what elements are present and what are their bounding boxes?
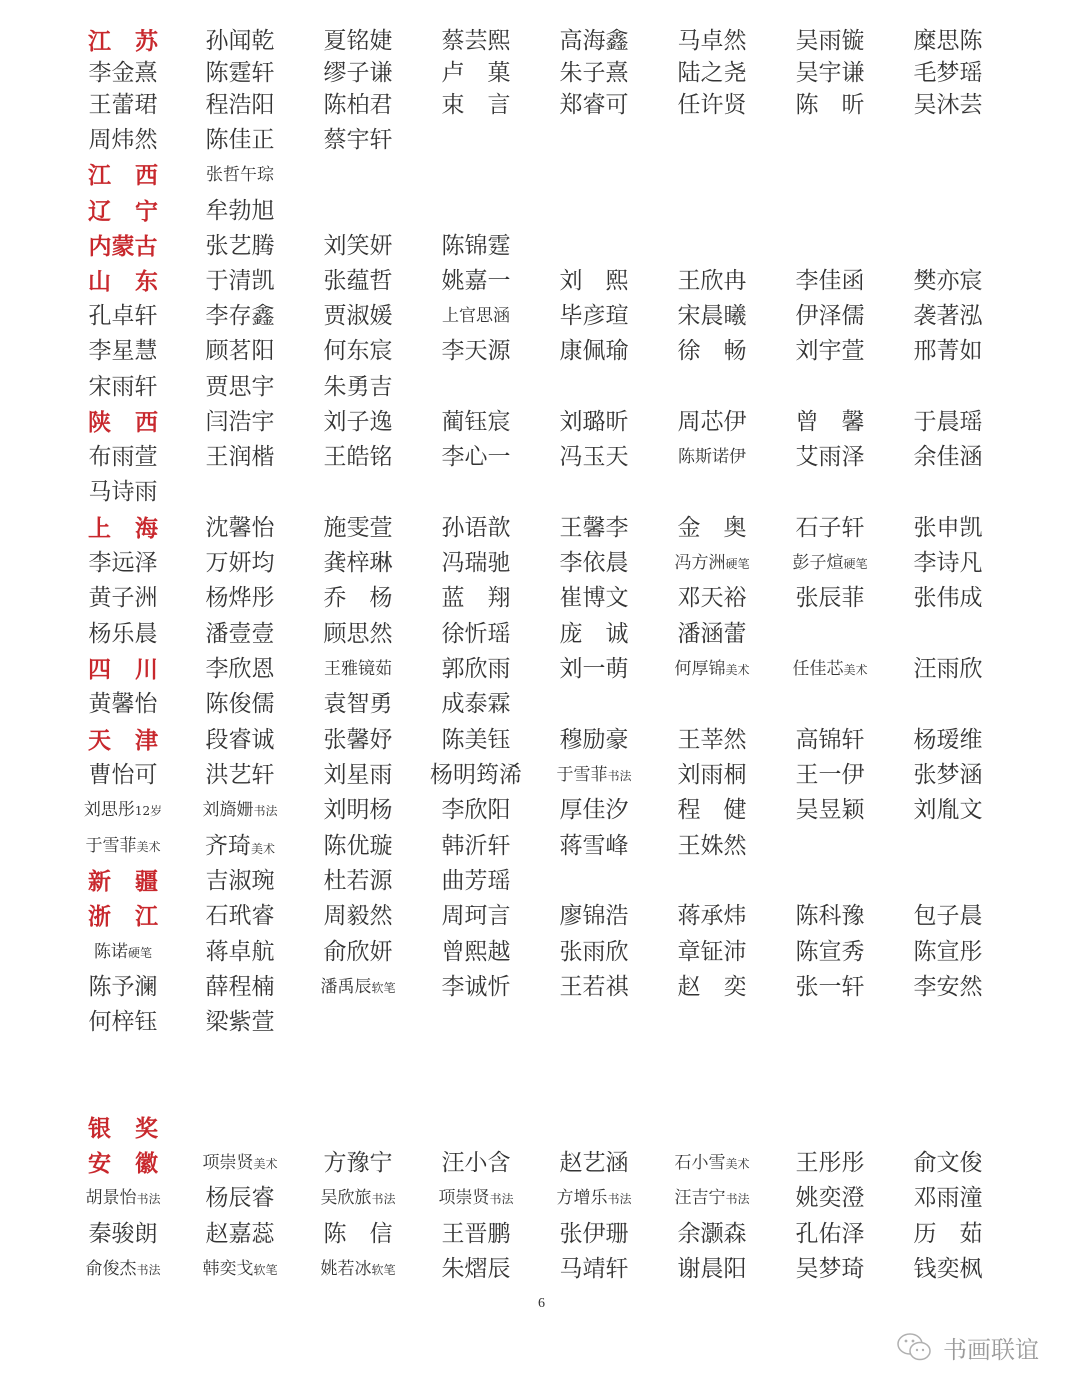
award-name: 项崇贤美术 bbox=[202, 1153, 278, 1173]
award-name: 刘旖姗书法 bbox=[202, 800, 278, 820]
award-name: 上官思涵 bbox=[442, 306, 510, 326]
award-name: 张申凯 bbox=[913, 515, 983, 541]
name-row bbox=[0, 652, 1080, 687]
award-name: 陈霆轩 bbox=[205, 60, 275, 86]
award-name: 任佳芯美术 bbox=[792, 659, 868, 679]
award-name: 张雨欣 bbox=[559, 939, 629, 965]
award-name: 王莘然 bbox=[677, 727, 747, 753]
award-name: 王蕾珺 bbox=[88, 92, 158, 118]
award-name: 杨烨彤 bbox=[205, 585, 275, 611]
award-name: 庞 诚 bbox=[559, 621, 629, 647]
award-name: 陈 信 bbox=[323, 1221, 393, 1247]
award-name: 余佳涵 bbox=[913, 444, 983, 470]
award-name: 陈 昕 bbox=[795, 92, 865, 118]
award-name: 韩奕戈软笔 bbox=[202, 1259, 278, 1279]
award-name: 王润楷 bbox=[205, 444, 275, 470]
name-row bbox=[0, 1252, 1080, 1287]
award-name: 周珂言 bbox=[441, 903, 511, 929]
award-name: 贾思宇 bbox=[205, 374, 275, 400]
award-name: 卢 菓 bbox=[441, 60, 511, 86]
award-name: 李安然 bbox=[913, 974, 983, 1000]
award-name: 郑睿可 bbox=[559, 92, 629, 118]
name-row bbox=[0, 123, 1080, 158]
award-name: 章钲沛 bbox=[677, 939, 747, 965]
award-name: 曾熙越 bbox=[441, 939, 511, 965]
category-tag: 美术 bbox=[843, 663, 868, 677]
award-name: 汪雨欣 bbox=[913, 656, 983, 682]
watermark-text: 书画联谊 bbox=[943, 1336, 1039, 1364]
category-tag: 美术 bbox=[250, 842, 275, 856]
award-name: 吴宇谦 bbox=[795, 60, 865, 86]
award-name: 束 言 bbox=[441, 92, 511, 118]
award-name: 陆之尧 bbox=[677, 60, 747, 86]
category-tag: 书法 bbox=[253, 804, 278, 818]
province-label: 江 西 bbox=[88, 162, 158, 189]
name-row bbox=[0, 334, 1080, 369]
award-name: 徐 畅 bbox=[677, 338, 747, 364]
award-name: 孔佑泽 bbox=[795, 1221, 865, 1247]
award-name: 李天源 bbox=[441, 338, 511, 364]
award-name: 石小雪美术 bbox=[674, 1153, 750, 1173]
name-row bbox=[0, 1146, 1080, 1181]
award-name: 万妍均 bbox=[205, 550, 275, 576]
award-name: 冯玉天 bbox=[559, 444, 629, 470]
name-row bbox=[0, 158, 1080, 193]
award-name: 任许贤 bbox=[677, 92, 747, 118]
name-row bbox=[0, 229, 1080, 264]
name-row bbox=[0, 829, 1080, 864]
award-name: 穆励豪 bbox=[559, 727, 629, 753]
province-label: 浙 江 bbox=[88, 903, 158, 930]
award-name: 厚佳汐 bbox=[559, 797, 629, 823]
award-name: 何厚锦美术 bbox=[674, 659, 750, 679]
award-name: 张伟成 bbox=[913, 585, 983, 611]
award-name: 齐琦美术 bbox=[204, 833, 275, 859]
award-name: 胡景怡书法 bbox=[85, 1188, 161, 1208]
award-name: 李远泽 bbox=[88, 550, 158, 576]
wechat-icon bbox=[895, 1331, 935, 1365]
award-name: 秦骏朗 bbox=[88, 1221, 158, 1247]
award-name: 蒋卓航 bbox=[205, 939, 275, 965]
category-tag: 12岁 bbox=[134, 804, 163, 818]
award-name: 康佩瑜 bbox=[559, 338, 629, 364]
award-name: 贾淑媛 bbox=[323, 303, 393, 329]
award-name: 吉淑琬 bbox=[205, 868, 275, 894]
award-name: 刘子逸 bbox=[323, 409, 393, 435]
award-name: 郭欣雨 bbox=[441, 656, 511, 682]
award-name: 黄子洲 bbox=[88, 585, 158, 611]
award-name: 高锦轩 bbox=[795, 727, 865, 753]
award-name: 刘明杨 bbox=[323, 797, 393, 823]
province-label: 上 海 bbox=[88, 515, 158, 542]
award-name: 余灏森 bbox=[677, 1221, 747, 1247]
name-row bbox=[0, 864, 1080, 899]
award-name: 姚若冰软笔 bbox=[320, 1259, 396, 1279]
award-name: 刘星雨 bbox=[323, 762, 393, 788]
award-name: 陈斯诺伊 bbox=[678, 447, 746, 467]
award-name: 蒋承炜 bbox=[677, 903, 747, 929]
award-name: 王晋鹏 bbox=[441, 1221, 511, 1247]
award-name: 马靖轩 bbox=[559, 1256, 629, 1282]
award-name: 姚嘉一 bbox=[441, 268, 511, 294]
award-name: 龚梓琳 bbox=[323, 550, 393, 576]
name-row bbox=[0, 299, 1080, 334]
category-tag: 书法 bbox=[136, 1192, 161, 1206]
province-label: 江 苏 bbox=[88, 28, 158, 55]
award-name: 牟勃旭 bbox=[205, 198, 275, 224]
award-name: 李欣阳 bbox=[441, 797, 511, 823]
province-label: 陕 西 bbox=[88, 409, 158, 436]
award-name: 薛程楠 bbox=[205, 974, 275, 1000]
award-name: 王姝然 bbox=[677, 833, 747, 859]
award-name: 蓝 翔 bbox=[441, 585, 511, 611]
award-name: 方豫宁 bbox=[323, 1150, 393, 1176]
award-name: 马诗雨 bbox=[88, 479, 158, 505]
name-row bbox=[0, 56, 1080, 91]
award-name: 方增乐书法 bbox=[556, 1188, 632, 1208]
name-row bbox=[0, 24, 1080, 59]
award-name: 洪艺轩 bbox=[205, 762, 275, 788]
award-name: 吴昱颖 bbox=[795, 797, 865, 823]
award-name: 潘壹壹 bbox=[205, 621, 275, 647]
award-name: 刘一萌 bbox=[559, 656, 629, 682]
award-name: 周芯伊 bbox=[677, 409, 747, 435]
award-name: 刘笑妍 bbox=[323, 233, 393, 259]
award-name: 石子轩 bbox=[795, 515, 865, 541]
award-name: 布雨萱 bbox=[88, 444, 158, 470]
award-name: 黄馨怡 bbox=[88, 691, 158, 717]
name-row bbox=[0, 440, 1080, 475]
province-label: 辽 宁 bbox=[88, 198, 158, 225]
award-name: 何东宸 bbox=[323, 338, 393, 364]
award-name: 李心一 bbox=[441, 444, 511, 470]
award-name: 吴梦琦 bbox=[795, 1256, 865, 1282]
award-name: 邓雨潼 bbox=[913, 1185, 983, 1211]
category-tag: 书法 bbox=[489, 1192, 514, 1206]
award-name: 李欣恩 bbox=[205, 656, 275, 682]
award-name: 蔡芸熙 bbox=[441, 28, 511, 54]
award-name: 冯瑞驰 bbox=[441, 550, 511, 576]
award-name: 闫浩宇 bbox=[205, 409, 275, 435]
award-name: 顾思然 bbox=[323, 621, 393, 647]
award-name: 汪吉宁书法 bbox=[674, 1188, 750, 1208]
category-tag: 美术 bbox=[136, 840, 161, 854]
name-row bbox=[0, 511, 1080, 546]
award-name: 曾 馨 bbox=[795, 409, 865, 435]
award-name: 何梓钰 bbox=[88, 1009, 158, 1035]
award-name: 彭子煊硬笔 bbox=[792, 553, 868, 573]
award-name: 马卓然 bbox=[677, 28, 747, 54]
award-name: 程 健 bbox=[677, 797, 747, 823]
award-name: 周毅然 bbox=[323, 903, 393, 929]
province-label: 四 川 bbox=[88, 656, 158, 683]
name-row bbox=[0, 1217, 1080, 1252]
award-name: 程浩阳 bbox=[205, 92, 275, 118]
award-name: 陈俊儒 bbox=[205, 691, 275, 717]
award-name: 吴沐芸 bbox=[913, 92, 983, 118]
award-name: 宋雨轩 bbox=[88, 374, 158, 400]
award-name: 陈美钰 bbox=[441, 727, 511, 753]
award-name: 曲芳瑶 bbox=[441, 868, 511, 894]
category-tag: 书法 bbox=[607, 769, 632, 783]
award-name: 张蕴哲 bbox=[323, 268, 393, 294]
category-tag: 软笔 bbox=[371, 1263, 396, 1277]
award-name: 段睿诚 bbox=[205, 727, 275, 753]
province-label: 天 津 bbox=[88, 727, 158, 754]
name-row bbox=[0, 88, 1080, 123]
award-name: 李依晨 bbox=[559, 550, 629, 576]
award-name: 赵 奕 bbox=[677, 974, 747, 1000]
award-name: 毕彦瑄 bbox=[559, 303, 629, 329]
award-name: 宋晨曦 bbox=[677, 303, 747, 329]
award-name: 缪子谦 bbox=[323, 60, 393, 86]
award-name: 成泰霖 bbox=[441, 691, 511, 717]
category-tag: 硬笔 bbox=[725, 557, 750, 571]
award-name: 陈予澜 bbox=[88, 974, 158, 1000]
award-name: 王彤彤 bbox=[795, 1150, 865, 1176]
award-name: 钱奕枫 bbox=[913, 1256, 983, 1282]
award-name: 王一伊 bbox=[795, 762, 865, 788]
award-name: 蔺钰宸 bbox=[441, 409, 511, 435]
category-tag: 硬笔 bbox=[843, 557, 868, 571]
award-name: 张辰菲 bbox=[795, 585, 865, 611]
name-row bbox=[0, 581, 1080, 616]
award-name: 刘雨桐 bbox=[677, 762, 747, 788]
award-name: 周炜然 bbox=[88, 127, 158, 153]
award-name: 刘思彤12岁 bbox=[83, 800, 163, 820]
award-name: 于雪菲美术 bbox=[85, 836, 161, 856]
award-name: 陈佳正 bbox=[205, 127, 275, 153]
award-name: 乔 杨 bbox=[323, 585, 393, 611]
award-name: 曹怡可 bbox=[88, 762, 158, 788]
award-name: 陈宣彤 bbox=[913, 939, 983, 965]
award-name: 陈诺硬笔 bbox=[93, 942, 152, 962]
award-name: 沈馨怡 bbox=[205, 515, 275, 541]
name-row bbox=[0, 935, 1080, 970]
award-name: 王欣冉 bbox=[677, 268, 747, 294]
name-row bbox=[0, 264, 1080, 299]
province-label: 安 徽 bbox=[88, 1150, 158, 1177]
category-tag: 软笔 bbox=[253, 1263, 278, 1277]
award-name: 李存鑫 bbox=[205, 303, 275, 329]
award-name: 俞俊杰书法 bbox=[85, 1259, 161, 1279]
award-name: 孙闻乾 bbox=[205, 28, 275, 54]
award-name: 陈优璇 bbox=[323, 833, 393, 859]
award-name: 朱子熹 bbox=[559, 60, 629, 86]
award-name: 袭著泓 bbox=[913, 303, 983, 329]
award-name: 潘涵蕾 bbox=[677, 621, 747, 647]
award-name: 王皓铭 bbox=[323, 444, 393, 470]
name-row bbox=[0, 405, 1080, 440]
name-row bbox=[0, 475, 1080, 510]
award-name: 廖锦浩 bbox=[559, 903, 629, 929]
name-row bbox=[0, 617, 1080, 652]
award-name: 顾茗阳 bbox=[205, 338, 275, 364]
award-name: 孔卓轩 bbox=[88, 303, 158, 329]
province-label: 内蒙古 bbox=[88, 233, 158, 260]
award-name: 俞文俊 bbox=[913, 1150, 983, 1176]
name-row bbox=[0, 1181, 1080, 1216]
award-name: 杨瑷维 bbox=[913, 727, 983, 753]
name-row bbox=[0, 723, 1080, 758]
name-row bbox=[0, 687, 1080, 722]
category-tag: 美术 bbox=[725, 663, 750, 677]
category-tag: 书法 bbox=[136, 1263, 161, 1277]
award-name: 朱勇吉 bbox=[323, 374, 393, 400]
province-label: 银 奖 bbox=[88, 1115, 158, 1142]
award-name: 蒋雪峰 bbox=[559, 833, 629, 859]
award-name: 樊亦宸 bbox=[913, 268, 983, 294]
award-name: 于清凯 bbox=[205, 268, 275, 294]
award-name: 毛梦瑶 bbox=[913, 60, 983, 86]
award-name: 于晨瑶 bbox=[913, 409, 983, 435]
award-name: 李诚忻 bbox=[441, 974, 511, 1000]
award-name: 高海鑫 bbox=[559, 28, 629, 54]
award-name: 包子晨 bbox=[913, 903, 983, 929]
province-label: 新 疆 bbox=[88, 868, 158, 895]
award-name: 张一轩 bbox=[795, 974, 865, 1000]
award-name: 姚奕澄 bbox=[795, 1185, 865, 1211]
award-name: 艾雨泽 bbox=[795, 444, 865, 470]
category-tag: 美术 bbox=[253, 1157, 278, 1171]
award-name: 夏铭婕 bbox=[323, 28, 393, 54]
award-name: 糜思陈 bbox=[913, 28, 983, 54]
award-name: 张伊珊 bbox=[559, 1221, 629, 1247]
award-name: 杨辰睿 bbox=[205, 1185, 275, 1211]
category-tag: 硬笔 bbox=[127, 946, 152, 960]
award-name: 赵艺涵 bbox=[559, 1150, 629, 1176]
award-name: 陈柏君 bbox=[323, 92, 393, 118]
award-name: 刘璐昕 bbox=[559, 409, 629, 435]
award-name: 历 茹 bbox=[913, 1221, 983, 1247]
award-name: 李佳函 bbox=[795, 268, 865, 294]
award-name: 李金熹 bbox=[88, 60, 158, 86]
award-name: 伊泽儒 bbox=[795, 303, 865, 329]
name-row bbox=[0, 970, 1080, 1005]
award-name: 施雯萱 bbox=[323, 515, 393, 541]
category-tag: 书法 bbox=[725, 1192, 750, 1206]
page-number: 6 bbox=[538, 1296, 545, 1311]
award-name: 袁智勇 bbox=[323, 691, 393, 717]
award-name: 张梦涵 bbox=[913, 762, 983, 788]
category-tag: 书法 bbox=[607, 1192, 632, 1206]
award-name: 俞欣妍 bbox=[323, 939, 393, 965]
award-name: 韩沂轩 bbox=[441, 833, 511, 859]
award-name: 朱熠辰 bbox=[441, 1256, 511, 1282]
award-name: 石玳睿 bbox=[205, 903, 275, 929]
award-name: 王馨李 bbox=[559, 515, 629, 541]
award-name: 邓天裕 bbox=[677, 585, 747, 611]
award-name: 邢菁如 bbox=[913, 338, 983, 364]
award-name: 刘宇萱 bbox=[795, 338, 865, 364]
award-name: 张艺腾 bbox=[205, 233, 275, 259]
award-name: 杜若源 bbox=[323, 868, 393, 894]
award-name: 陈科豫 bbox=[795, 903, 865, 929]
award-name: 张馨妤 bbox=[323, 727, 393, 753]
name-row bbox=[0, 1005, 1080, 1040]
award-name: 潘禹辰软笔 bbox=[320, 977, 396, 997]
award-name: 张哲午琮 bbox=[206, 165, 274, 185]
name-row bbox=[0, 793, 1080, 828]
wechat-watermark bbox=[895, 1330, 1039, 1365]
award-name: 刘 熙 bbox=[559, 268, 629, 294]
category-tag: 软笔 bbox=[371, 981, 396, 995]
award-name: 梁紫萱 bbox=[205, 1009, 275, 1035]
award-name: 徐忻瑶 bbox=[441, 621, 511, 647]
award-name: 赵嘉蕊 bbox=[205, 1221, 275, 1247]
award-name: 杨乐晨 bbox=[88, 621, 158, 647]
award-name: 孙语歆 bbox=[441, 515, 511, 541]
name-row bbox=[0, 758, 1080, 793]
award-name: 于雪菲书法 bbox=[556, 765, 632, 785]
award-name: 谢晨阳 bbox=[677, 1256, 747, 1282]
award-name: 吴欣旅书法 bbox=[320, 1188, 396, 1208]
name-row bbox=[0, 194, 1080, 229]
award-name: 崔博文 bbox=[559, 585, 629, 611]
award-name: 李诗凡 bbox=[913, 550, 983, 576]
award-name: 蔡宇轩 bbox=[323, 127, 393, 153]
award-name: 杨明筠浠 bbox=[430, 762, 522, 788]
award-name: 王雅镜茹 bbox=[324, 659, 392, 679]
award-name: 李星慧 bbox=[88, 338, 158, 364]
award-name: 汪小含 bbox=[441, 1150, 511, 1176]
award-name: 刘胤文 bbox=[913, 797, 983, 823]
award-name: 金 奥 bbox=[677, 515, 747, 541]
category-tag: 书法 bbox=[371, 1192, 396, 1206]
award-name: 吴雨镟 bbox=[795, 28, 865, 54]
province-label: 山 东 bbox=[88, 268, 158, 295]
award-name: 王若祺 bbox=[559, 974, 629, 1000]
award-name: 冯方洲硬笔 bbox=[674, 553, 750, 573]
name-row bbox=[0, 899, 1080, 934]
category-tag: 美术 bbox=[725, 1157, 750, 1171]
name-row bbox=[0, 370, 1080, 405]
award-name: 陈锦霆 bbox=[441, 233, 511, 259]
award-name: 陈宣秀 bbox=[795, 939, 865, 965]
award-name: 项崇贤书法 bbox=[438, 1188, 514, 1208]
name-row bbox=[0, 1111, 1080, 1146]
name-row bbox=[0, 546, 1080, 581]
